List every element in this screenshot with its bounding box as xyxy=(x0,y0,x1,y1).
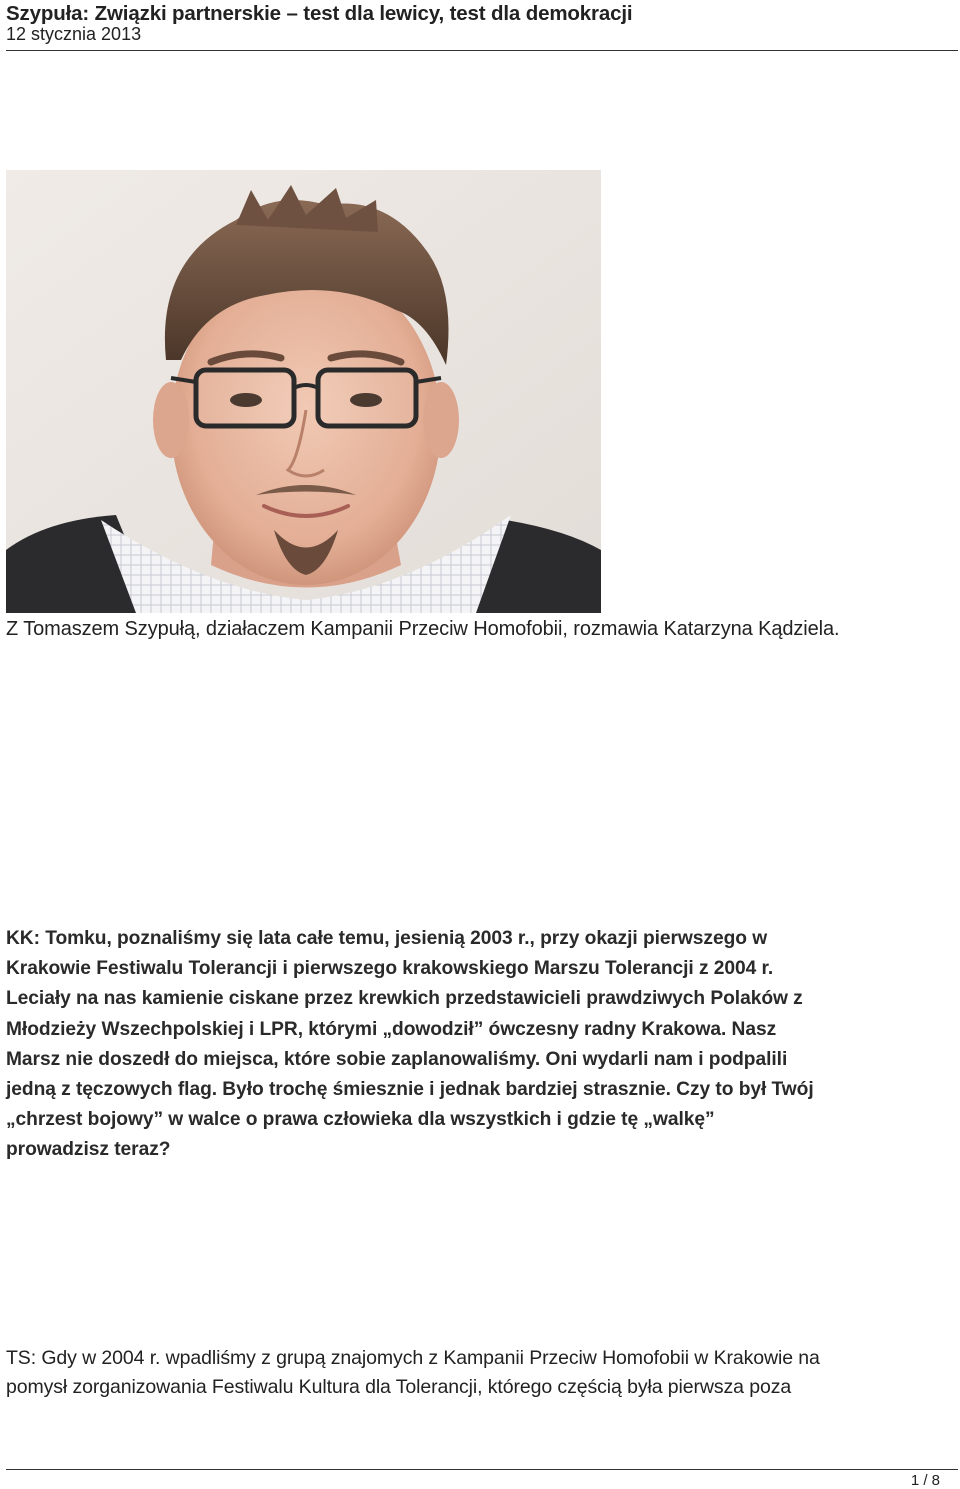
question-line: „chrzest bojowy” w walce o prawa człowieka dla wszystkich i gdzie tę „walkę” xyxy=(6,1109,715,1131)
answer-line: pomysł zorganizowania Festiwalu Kultura dla Tolerancji, którego częścią była pierwsza poza xyxy=(6,1376,792,1398)
question-line: Leciały na nas kamienie ciskane przez krewkich przedstawicieli prawdziwych Polaków z xyxy=(6,988,803,1010)
portrait-photo xyxy=(6,170,601,613)
page-header xyxy=(6,0,958,51)
photo-caption: Z Tomaszem Szypułą, działaczem Kampanii Przeciw Homofobii, rozmawia Katarzyna Kądziela. xyxy=(6,618,840,640)
page-number: 1 / 8 xyxy=(910,1472,940,1489)
question-line: prowadzisz teraz? xyxy=(6,1139,171,1161)
question-line: Marsz nie doszedł do miejsca, które sobie zaplanowaliśmy. Oni wydarli nam i podpalili xyxy=(6,1048,788,1070)
page-footer xyxy=(6,1469,958,1488)
portrait-illustration xyxy=(6,170,601,613)
question-line: jedną z tęczowych flag. Było trochę śmiesznie i jednak bardziej strasznie. Czy to był Twój xyxy=(6,1079,814,1101)
answer-line: TS: Gdy w 2004 r. wpadliśmy z grupą znajomych z Kampanii Przeciw Homofobii w Krakowie na xyxy=(6,1347,820,1369)
interview-answer xyxy=(6,1344,954,1402)
question-line: Młodzieży Wszechpolskiej i LPR, którymi „dowodził” ówczesny radny Krakowa. Nasz xyxy=(6,1018,777,1040)
question-line: Krakowie Festiwalu Tolerancji i pierwszego krakowskiego Marszu Tolerancji z 2004 r. xyxy=(6,958,774,980)
publication-date: 12 stycznia 2013 xyxy=(6,24,142,44)
interview-question xyxy=(6,924,954,1166)
document-title: Szypuła: Związki partnerskie – test dla lewicy, test dla demokracji xyxy=(6,2,633,25)
question-line: KK: Tomku, poznaliśmy się lata całe temu, jesienią 2003 r., przy okazji pierwszego w xyxy=(6,928,768,949)
